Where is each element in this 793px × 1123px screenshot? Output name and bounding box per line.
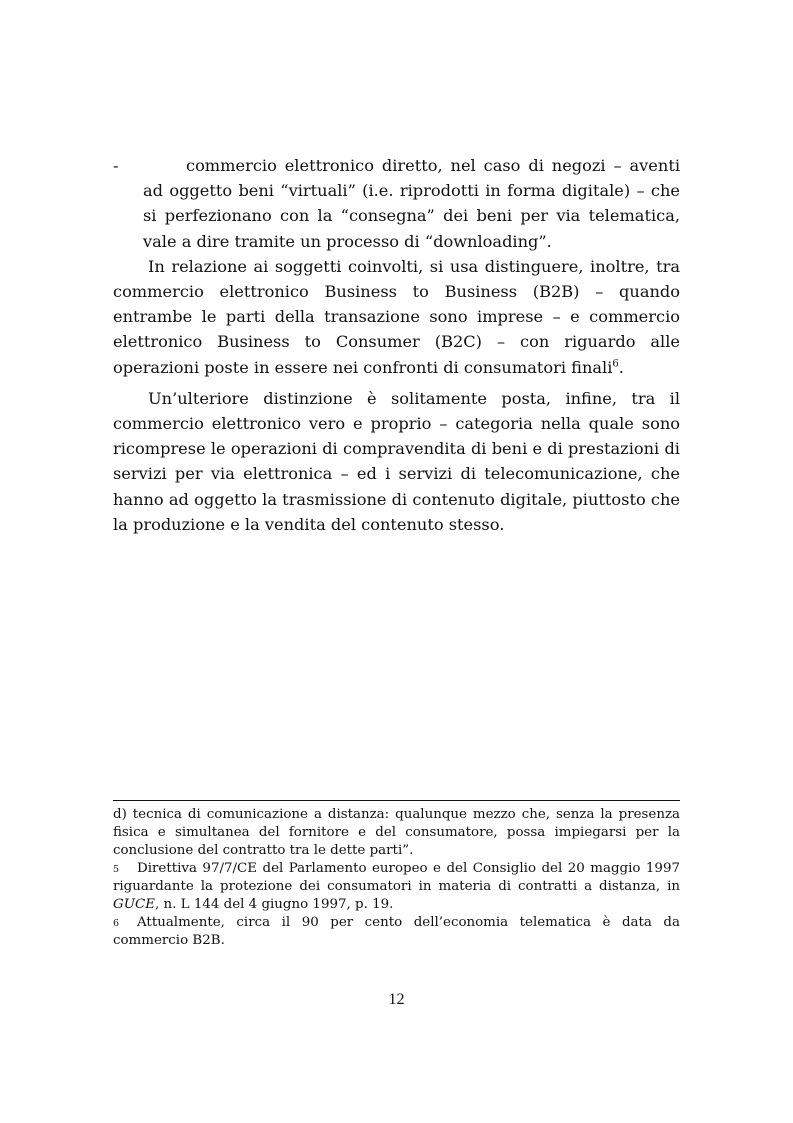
paragraph-text: In relazione ai soggetti coinvolti, si usa distinguere, inoltre, tra commercio elettronico Business to Business (B2B) – quando entrambe le parti della transazione sono imprese – e commercio elettronico Business to Consumer (B2C) – con riguardo alle operazioni poste in essere nei confronti di consumatori finali: [113, 256, 680, 377]
footnotes-section: [113, 806, 680, 950]
footnote-number: 6: [113, 918, 120, 929]
paragraph-text: Un’ulteriore distinzione è solitamente posta, infine, tra il commercio elettronico vero e proprio – categoria nella quale sono ricomprese le operazioni di compravendita di beni e di prestazioni di servizi per via elettronica – ed i servizi di telecomunicazione, che hanno ad oggetto la trasmissione di contenuto digitale, piuttosto che la produzione e la vendita del contenuto stesso.: [113, 388, 680, 534]
page-number: 12: [388, 991, 405, 1008]
footnote-text-end: , n. L 144 del 4 giugno 1997, p. 19.: [155, 897, 394, 912]
footnote-text: Attualmente, circa il 90 per cento dell’economia telematica è data da commercio B2B.: [113, 915, 680, 948]
footnote-6: [113, 914, 680, 950]
footnote-5: [113, 860, 680, 914]
footnote-text: Direttiva 97/7/CE del Parlamento europeo e del Consiglio del 20 maggio 1997 riguardante la protezione dei consumatori in materia di contratti a distanza, in: [113, 861, 680, 894]
footnote-separator: [113, 800, 680, 801]
footnote-text: d) tecnica di comunicazione a distanza: qualunque mezzo che, senza la presenza fisica e simultanea del fornitore e del consumatore, possa impiegarsi per la conclusione del contratto tra le dette parti”.: [113, 807, 680, 858]
paragraph-further-distinction: [113, 386, 680, 537]
bullet-dash: -: [113, 156, 119, 175]
bullet-text: commercio elettronico diretto, nel caso di negozi – aventi ad oggetto beni “virtuali” (i.e. riprodotti in forma digitale) – che si perfezionano con la “consegna” dei beni per via telematica, vale a dire tramite un processo di “downloading”.: [143, 156, 680, 251]
footnote-italic-source: GUCE: [113, 897, 156, 912]
footnote-continuation: [113, 806, 680, 860]
footnote-reference-6[interactable]: 6: [612, 358, 619, 370]
bullet-item-direct-commerce: [113, 153, 680, 254]
footnote-number: 5: [113, 864, 120, 875]
body-text: [113, 153, 680, 537]
paragraph-b2b-b2c: [113, 254, 680, 380]
paragraph-end: .: [618, 357, 624, 377]
